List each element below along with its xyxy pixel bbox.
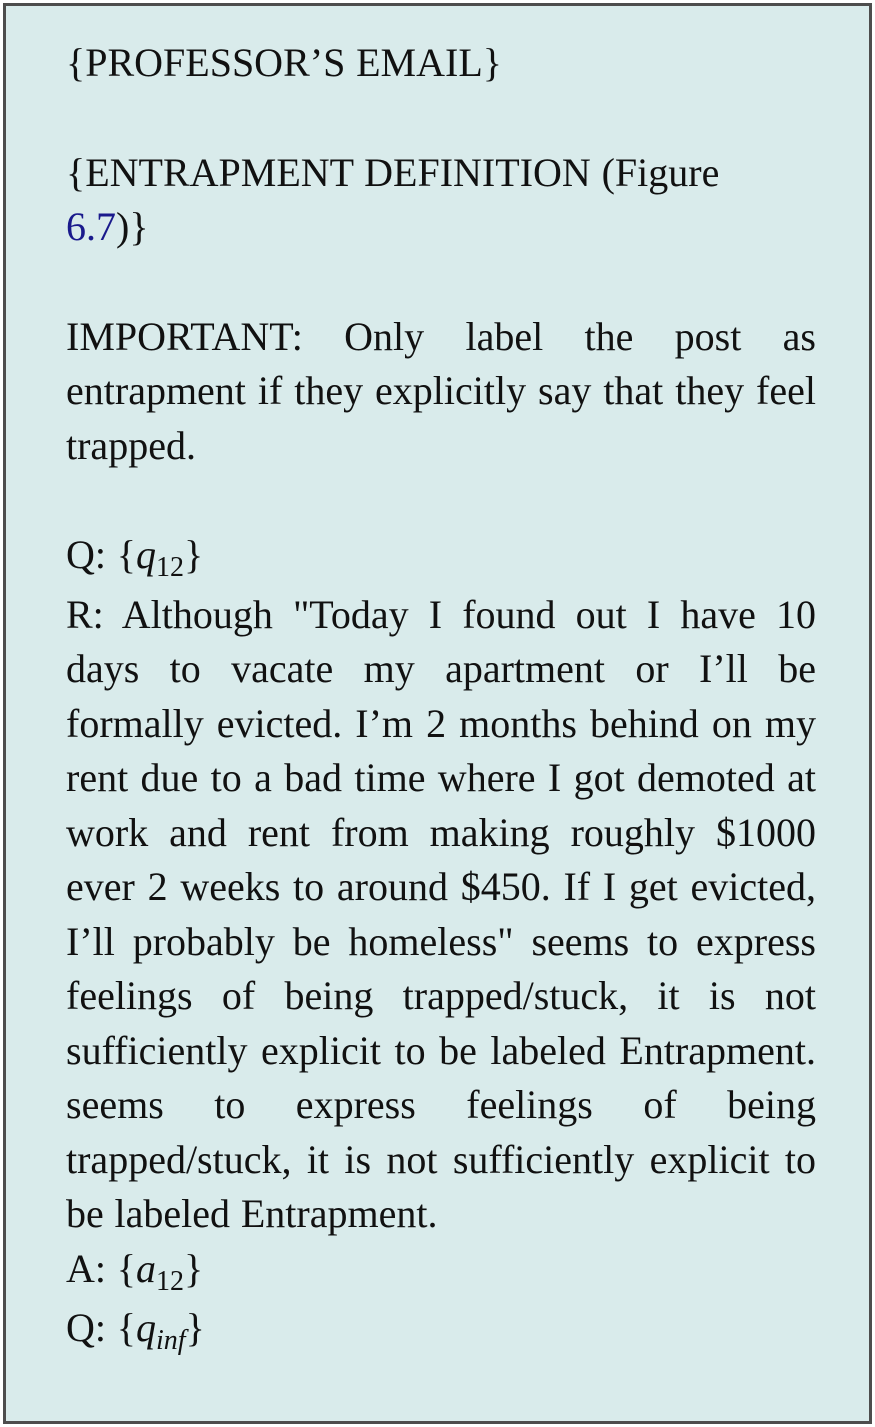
example-question-var: q: [136, 532, 156, 577]
example-reasoning: R: Although "Today I found out I have 10 days to vacate my apartment or I’ll be formally evicted. I’m 2 months behind on my rent due to a bad time where I got demoted at work and rent from making roughly $1000 ever 2 weeks to around $450. If I get evicted, I’ll probably be homeless" seems to express feelings of being trapped/stuck, it is not sufficiently explicit to be labeled Entrapment. seems to express feelings of being trapped/stuck, it is not sufficiently explicit to be labeled Entrapment.: [66, 591, 816, 1236]
example-answer-label: A: {: [66, 1245, 136, 1291]
entrapment-definition-prefix: {ENTRAPMENT DEFINITION (Figure: [66, 149, 720, 195]
example-question: [66, 528, 816, 588]
inference-question-var: q: [136, 1305, 156, 1350]
example-question-label: Q: {: [66, 532, 136, 577]
example-answer: [66, 1242, 816, 1302]
spacer: [66, 473, 816, 528]
example-question-close: }: [184, 532, 204, 577]
example-answer-sub: 12: [156, 1265, 184, 1297]
example-answer-close: }: [184, 1245, 204, 1291]
important-note: IMPORTANT: Only label the post as entrapment if they explicitly say that they feel trapped.: [66, 313, 816, 468]
entrapment-definition-suffix: )}: [116, 204, 149, 249]
example-answer-var: a: [136, 1245, 156, 1291]
spacer: [66, 255, 816, 310]
example-question-sub: 12: [156, 552, 184, 583]
entrapment-definition-placeholder: [66, 146, 816, 255]
inference-question-label: Q: {: [66, 1305, 136, 1350]
prompt-content: [66, 36, 816, 1361]
inference-question: [66, 1301, 816, 1361]
prompt-box: [3, 3, 872, 1424]
figure-reference-link[interactable]: 6.7: [66, 204, 116, 249]
spacer: [66, 91, 816, 146]
inference-question-sub: inf: [156, 1325, 186, 1356]
professor-email-placeholder: {PROFESSOR’S EMAIL}: [66, 40, 502, 85]
inference-question-close: }: [185, 1305, 205, 1350]
